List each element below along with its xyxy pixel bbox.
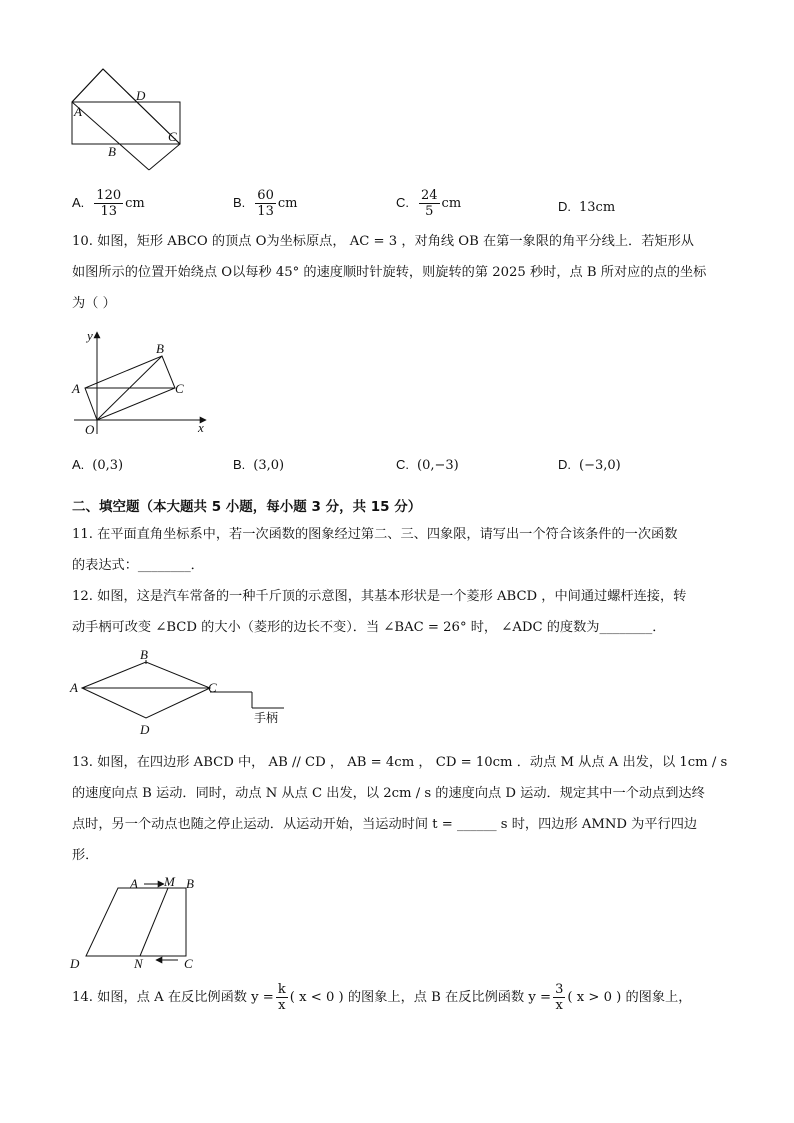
q10-option-a[interactable]: A. (0,3) <box>72 457 124 473</box>
q12-figure <box>68 646 298 737</box>
q10-figure <box>68 326 213 438</box>
q13-label-b: B <box>186 876 194 891</box>
q13-figure <box>68 870 208 972</box>
q10-label-x: x <box>198 420 204 435</box>
q12-label-b: B <box>140 647 148 662</box>
q13-text-line4: 形． <box>72 848 99 863</box>
q9-label-d: D <box>136 88 146 103</box>
q14-fraction-k-over-x: $\frac{k}{x}$ <box>277 982 286 1013</box>
q9-horizontal-rect <box>72 102 180 144</box>
q10-label-b: B <box>156 341 164 356</box>
section-heading: 二、填空题（本大题共 5 小题，每小题 3 分，共 15 分） <box>72 499 422 515</box>
q10-label-o: O <box>85 422 95 437</box>
q9-option-a[interactable]: A. $\frac{120}{13}$ cm <box>72 188 145 219</box>
q9-option-c[interactable]: C. $\frac{24}{5}$ cm <box>396 188 462 219</box>
q12-label-c: C <box>208 680 217 695</box>
q14-text: 14. 如图，点 A 在反比例函数 y = $\frac{k}{x}$ ( x < 0 ) 的图象上，点 B 在反比例函数 y = $\frac{3}{x}$ ( x > 0 ) 的图象上， <box>72 982 692 1013</box>
q10-text-line3: 为（ ） <box>72 296 116 311</box>
q10-option-d[interactable]: D. (−3,0) <box>558 457 621 473</box>
q9-figure <box>66 64 196 160</box>
q9-label-a: A <box>74 104 82 119</box>
q14-fraction-3-over-x: $\frac{3}{x}$ <box>555 982 564 1013</box>
q12-label-handle: 手柄 <box>254 711 279 725</box>
q13-label-a: A <box>130 876 138 891</box>
q13-label-n: N <box>134 956 143 971</box>
q10-text-line2: 如图所示的位置开始绕点 O以每秒 45° 的速度顺时针旋转，则旋转的第 2025 秒时，点 B 所对应的点的坐标 <box>72 265 707 280</box>
q10-label-y: y <box>87 328 93 343</box>
q13-trapezoid <box>86 888 186 956</box>
q12-rhombus <box>82 662 210 718</box>
q12-label-d: D <box>140 722 150 737</box>
q11-text-line2: 的表达式：________． <box>72 558 204 573</box>
q13-segment-mn <box>140 888 168 956</box>
q13-text-line3: 点时，另一个动点也随之停止运动．从运动开始，当运动时间 t = ______ s 时，四边形 AMND 为平行四边 <box>72 817 698 832</box>
q10-label-a: A <box>72 381 80 396</box>
q13-label-c: C <box>184 956 193 971</box>
q13-label-d: D <box>70 956 80 971</box>
q10-text-line1: 10. 如图，矩形 ABCO 的顶点 O为坐标原点， AC = 3 ，对角线 OB 在第一象限的角平分线上．若矩形从 <box>72 234 694 249</box>
q13-text-line2: 的速度向点 B 运动．同时，动点 N 从点 C 出发，以 2cm / s 的速度向点 D 运动．规定其中一个动点到达终 <box>72 786 705 801</box>
q10-label-c: C <box>175 381 184 396</box>
q12-label-a: A <box>70 680 78 695</box>
q12-text-line2: 动手柄可改变 ∠BCD 的大小（菱形的边长不变）．当 ∠BAC = 26° 时， ∠ADC 的度数为________． <box>72 620 666 635</box>
q10-option-c[interactable]: C. (0,−3) <box>396 457 459 473</box>
q11-text-line1: 11. 在平面直角坐标系中，若一次函数的图象经过第二、三、四象限，请写出一个符合该条件的一次函数 <box>72 527 678 542</box>
q10-option-b[interactable]: B. (3,0) <box>233 457 285 473</box>
q13-text-line1: 13. 如图，在四边形 ABCD 中， AB // CD ， AB = 4cm ， CD = 10cm ．动点 M 从点 A 出发，以 1cm / s <box>72 755 728 770</box>
q9-option-d[interactable]: D. 13cm <box>558 199 616 215</box>
q12-text-line1: 12. 如图，这是汽车常备的一种千斤顶的示意图，其基本形状是一个菱形 ABCD ，中间通过螺杆连接，转 <box>72 589 687 604</box>
q13-label-m: M <box>164 874 175 889</box>
q9-option-b[interactable]: B. $\frac{60}{13}$ cm <box>233 188 298 219</box>
q9-label-c: C <box>168 129 177 144</box>
q9-label-b: B <box>108 144 116 159</box>
